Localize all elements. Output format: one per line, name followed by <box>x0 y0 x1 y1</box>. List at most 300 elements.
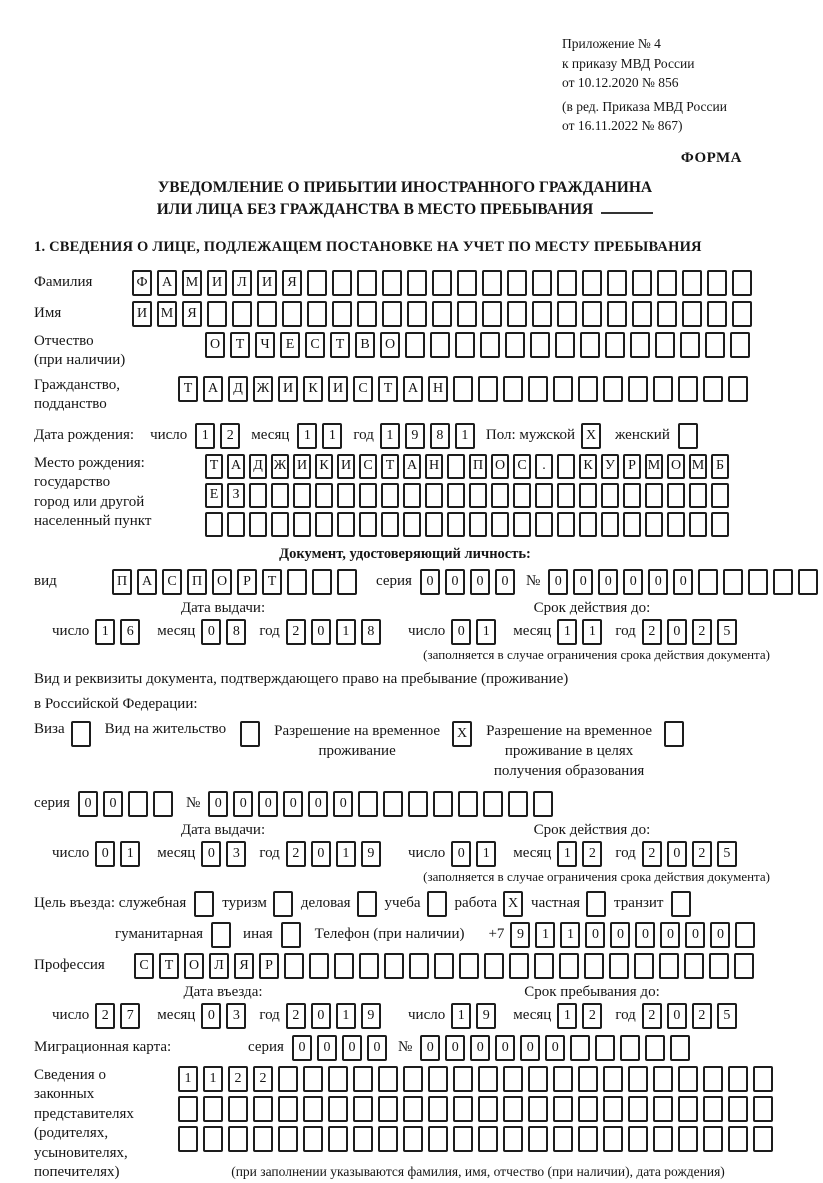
form-cell[interactable]: 9 <box>510 922 530 948</box>
form-cell[interactable] <box>430 332 450 358</box>
form-cell[interactable] <box>607 301 627 327</box>
form-cell[interactable] <box>667 483 685 508</box>
form-cell[interactable]: П <box>469 454 487 479</box>
form-cell[interactable]: 1 <box>476 841 496 867</box>
purpose-business-checkbox[interactable] <box>357 891 377 917</box>
form-cell[interactable] <box>203 1096 223 1122</box>
form-cell[interactable]: Л <box>209 953 229 979</box>
form-cell[interactable] <box>307 270 327 296</box>
form-cell[interactable]: Д <box>228 376 248 402</box>
form-cell[interactable]: 2 <box>642 619 662 645</box>
form-cell[interactable] <box>207 301 227 327</box>
form-cell[interactable]: М <box>157 301 177 327</box>
form-cell[interactable]: 2 <box>582 841 602 867</box>
purpose-other-checkbox[interactable] <box>281 922 301 948</box>
form-cell[interactable] <box>535 483 553 508</box>
rvp-edu-checkbox[interactable] <box>664 721 684 747</box>
form-cell[interactable]: 0 <box>573 569 593 595</box>
form-cell[interactable] <box>358 791 378 817</box>
form-cell[interactable]: Р <box>623 454 641 479</box>
form-cell[interactable]: Т <box>205 454 223 479</box>
form-cell[interactable]: 0 <box>520 1035 540 1061</box>
form-cell[interactable]: 2 <box>95 1003 115 1029</box>
form-cell[interactable]: 0 <box>635 922 655 948</box>
form-cell[interactable] <box>434 953 454 979</box>
form-cell[interactable] <box>428 1066 448 1092</box>
form-cell[interactable] <box>557 301 577 327</box>
form-cell[interactable] <box>403 1066 423 1092</box>
form-cell[interactable] <box>579 512 597 537</box>
form-cell[interactable]: 5 <box>717 619 737 645</box>
form-cell[interactable] <box>630 332 650 358</box>
form-cell[interactable] <box>734 953 754 979</box>
purpose-transit-checkbox[interactable] <box>671 891 691 917</box>
form-cell[interactable] <box>282 301 302 327</box>
form-cell[interactable] <box>507 270 527 296</box>
form-cell[interactable]: 3 <box>226 841 246 867</box>
form-cell[interactable] <box>667 512 685 537</box>
visa-checkbox[interactable] <box>71 721 91 747</box>
form-cell[interactable] <box>645 483 663 508</box>
form-cell[interactable] <box>582 270 602 296</box>
form-cell[interactable] <box>503 376 523 402</box>
form-cell[interactable] <box>723 569 743 595</box>
form-cell[interactable]: 1 <box>557 619 577 645</box>
form-cell[interactable]: 1 <box>582 619 602 645</box>
form-cell[interactable] <box>657 301 677 327</box>
form-cell[interactable] <box>483 791 503 817</box>
purpose-work-checkbox[interactable]: X <box>503 891 523 917</box>
form-cell[interactable]: 1 <box>557 1003 577 1029</box>
form-cell[interactable] <box>659 953 679 979</box>
form-cell[interactable]: И <box>278 376 298 402</box>
form-cell[interactable] <box>628 376 648 402</box>
form-cell[interactable]: 0 <box>610 922 630 948</box>
form-cell[interactable] <box>728 1066 748 1092</box>
form-cell[interactable] <box>433 791 453 817</box>
form-cell[interactable] <box>332 270 352 296</box>
form-cell[interactable] <box>505 332 525 358</box>
form-cell[interactable]: 0 <box>95 841 115 867</box>
form-cell[interactable]: 2 <box>220 423 240 449</box>
form-cell[interactable] <box>253 1126 273 1152</box>
form-cell[interactable]: Я <box>182 301 202 327</box>
form-cell[interactable]: Т <box>262 569 282 595</box>
form-cell[interactable] <box>603 1066 623 1092</box>
form-cell[interactable]: 0 <box>470 569 490 595</box>
form-cell[interactable]: 0 <box>311 1003 331 1029</box>
form-cell[interactable] <box>557 483 575 508</box>
form-cell[interactable]: Н <box>425 454 443 479</box>
form-cell[interactable] <box>383 791 403 817</box>
form-cell[interactable] <box>553 1126 573 1152</box>
form-cell[interactable] <box>703 1066 723 1092</box>
form-cell[interactable] <box>425 483 443 508</box>
form-cell[interactable]: 0 <box>667 619 687 645</box>
form-cell[interactable]: 0 <box>208 791 228 817</box>
rvp-checkbox[interactable]: X <box>452 721 472 747</box>
form-cell[interactable]: 8 <box>430 423 450 449</box>
form-cell[interactable] <box>257 301 277 327</box>
form-cell[interactable] <box>403 512 421 537</box>
form-cell[interactable] <box>709 953 729 979</box>
form-cell[interactable] <box>508 791 528 817</box>
form-cell[interactable]: Ф <box>132 270 152 296</box>
form-cell[interactable]: 5 <box>717 1003 737 1029</box>
form-cell[interactable]: Т <box>378 376 398 402</box>
form-cell[interactable] <box>653 1096 673 1122</box>
form-cell[interactable] <box>509 953 529 979</box>
form-cell[interactable]: 0 <box>420 1035 440 1061</box>
form-cell[interactable] <box>553 1066 573 1092</box>
form-cell[interactable] <box>689 483 707 508</box>
form-cell[interactable]: 2 <box>642 1003 662 1029</box>
form-cell[interactable]: С <box>513 454 531 479</box>
form-cell[interactable]: 6 <box>120 619 140 645</box>
form-cell[interactable]: 0 <box>308 791 328 817</box>
form-cell[interactable] <box>457 301 477 327</box>
female-checkbox[interactable] <box>678 423 698 449</box>
form-cell[interactable] <box>178 1096 198 1122</box>
form-cell[interactable]: Н <box>428 376 448 402</box>
form-cell[interactable] <box>303 1066 323 1092</box>
form-cell[interactable] <box>315 512 333 537</box>
form-cell[interactable]: А <box>403 376 423 402</box>
form-cell[interactable]: К <box>579 454 597 479</box>
form-cell[interactable]: 0 <box>623 569 643 595</box>
form-cell[interactable] <box>312 569 332 595</box>
form-cell[interactable] <box>382 270 402 296</box>
form-cell[interactable] <box>680 332 700 358</box>
form-cell[interactable]: 1 <box>178 1066 198 1092</box>
form-cell[interactable]: 0 <box>283 791 303 817</box>
form-cell[interactable] <box>628 1126 648 1152</box>
purpose-humanitarian-checkbox[interactable] <box>211 922 231 948</box>
form-cell[interactable] <box>557 512 575 537</box>
form-cell[interactable]: Е <box>205 483 223 508</box>
form-cell[interactable] <box>353 1066 373 1092</box>
form-cell[interactable] <box>584 953 604 979</box>
form-cell[interactable] <box>353 1126 373 1152</box>
form-cell[interactable] <box>453 1066 473 1092</box>
form-cell[interactable]: Т <box>330 332 350 358</box>
form-cell[interactable] <box>382 301 402 327</box>
form-cell[interactable] <box>609 953 629 979</box>
form-cell[interactable] <box>432 301 452 327</box>
form-cell[interactable] <box>478 1126 498 1152</box>
form-cell[interactable] <box>284 953 304 979</box>
form-cell[interactable] <box>634 953 654 979</box>
form-cell[interactable]: Т <box>178 376 198 402</box>
form-cell[interactable]: 2 <box>642 841 662 867</box>
form-cell[interactable]: 0 <box>420 569 440 595</box>
form-cell[interactable] <box>328 1126 348 1152</box>
form-cell[interactable] <box>705 332 725 358</box>
form-cell[interactable]: 9 <box>405 423 425 449</box>
form-cell[interactable] <box>711 483 729 508</box>
form-cell[interactable] <box>447 483 465 508</box>
form-cell[interactable] <box>728 376 748 402</box>
form-cell[interactable] <box>178 1126 198 1152</box>
form-cell[interactable] <box>478 376 498 402</box>
form-cell[interactable]: 1 <box>203 1066 223 1092</box>
form-cell[interactable] <box>557 454 575 479</box>
form-cell[interactable]: Я <box>234 953 254 979</box>
form-cell[interactable] <box>453 1096 473 1122</box>
form-cell[interactable]: 1 <box>451 1003 471 1029</box>
form-cell[interactable]: Е <box>280 332 300 358</box>
form-cell[interactable] <box>628 1096 648 1122</box>
form-cell[interactable] <box>578 1126 598 1152</box>
form-cell[interactable]: 0 <box>673 569 693 595</box>
form-cell[interactable]: С <box>305 332 325 358</box>
form-cell[interactable] <box>403 1126 423 1152</box>
form-cell[interactable] <box>623 512 641 537</box>
form-cell[interactable] <box>653 1126 673 1152</box>
form-cell[interactable]: Л <box>232 270 252 296</box>
form-cell[interactable] <box>249 483 267 508</box>
form-cell[interactable] <box>553 1096 573 1122</box>
form-cell[interactable] <box>228 1126 248 1152</box>
form-cell[interactable] <box>303 1126 323 1152</box>
purpose-tourism-checkbox[interactable] <box>273 891 293 917</box>
form-cell[interactable] <box>227 512 245 537</box>
form-cell[interactable]: Т <box>230 332 250 358</box>
form-cell[interactable]: 5 <box>717 841 737 867</box>
form-cell[interactable] <box>703 1126 723 1152</box>
form-cell[interactable]: С <box>134 953 154 979</box>
form-cell[interactable]: 0 <box>470 1035 490 1061</box>
form-cell[interactable] <box>603 1096 623 1122</box>
form-cell[interactable] <box>359 512 377 537</box>
form-cell[interactable] <box>482 270 502 296</box>
form-cell[interactable] <box>528 376 548 402</box>
form-cell[interactable] <box>595 1035 615 1061</box>
form-cell[interactable]: 2 <box>253 1066 273 1092</box>
form-cell[interactable]: Ж <box>271 454 289 479</box>
form-cell[interactable] <box>682 270 702 296</box>
form-cell[interactable] <box>684 953 704 979</box>
form-cell[interactable] <box>478 1066 498 1092</box>
form-cell[interactable]: 9 <box>476 1003 496 1029</box>
form-cell[interactable] <box>381 483 399 508</box>
form-cell[interactable] <box>378 1096 398 1122</box>
form-cell[interactable] <box>425 512 443 537</box>
form-cell[interactable]: 0 <box>201 841 221 867</box>
form-cell[interactable]: 0 <box>445 1035 465 1061</box>
form-cell[interactable] <box>328 1066 348 1092</box>
form-cell[interactable]: 0 <box>598 569 618 595</box>
form-cell[interactable]: И <box>328 376 348 402</box>
form-cell[interactable]: 7 <box>120 1003 140 1029</box>
form-cell[interactable]: А <box>403 454 421 479</box>
form-cell[interactable]: 0 <box>333 791 353 817</box>
form-cell[interactable] <box>707 301 727 327</box>
form-cell[interactable]: 0 <box>545 1035 565 1061</box>
form-cell[interactable]: 0 <box>311 841 331 867</box>
form-cell[interactable] <box>249 512 267 537</box>
form-cell[interactable] <box>798 569 818 595</box>
form-cell[interactable] <box>491 512 509 537</box>
form-cell[interactable]: 1 <box>120 841 140 867</box>
form-cell[interactable]: О <box>491 454 509 479</box>
form-cell[interactable] <box>603 1126 623 1152</box>
form-cell[interactable]: 0 <box>495 1035 515 1061</box>
form-cell[interactable] <box>513 512 531 537</box>
form-cell[interactable]: 0 <box>311 619 331 645</box>
form-cell[interactable] <box>271 512 289 537</box>
form-cell[interactable] <box>409 953 429 979</box>
form-cell[interactable]: М <box>645 454 663 479</box>
form-cell[interactable] <box>484 953 504 979</box>
form-cell[interactable] <box>603 376 623 402</box>
form-cell[interactable]: 1 <box>336 619 356 645</box>
form-cell[interactable]: 0 <box>585 922 605 948</box>
form-cell[interactable] <box>528 1096 548 1122</box>
form-cell[interactable]: 2 <box>228 1066 248 1092</box>
form-cell[interactable]: С <box>359 454 377 479</box>
form-cell[interactable] <box>732 301 752 327</box>
form-cell[interactable]: О <box>184 953 204 979</box>
form-cell[interactable]: У <box>601 454 619 479</box>
form-cell[interactable] <box>309 953 329 979</box>
form-cell[interactable] <box>153 791 173 817</box>
form-cell[interactable]: И <box>257 270 277 296</box>
form-cell[interactable]: 0 <box>495 569 515 595</box>
form-cell[interactable]: 1 <box>336 841 356 867</box>
residence-permit-checkbox[interactable] <box>240 721 260 747</box>
form-cell[interactable]: 0 <box>367 1035 387 1061</box>
form-cell[interactable]: 0 <box>292 1035 312 1061</box>
form-cell[interactable] <box>753 1066 773 1092</box>
form-cell[interactable]: 0 <box>258 791 278 817</box>
form-cell[interactable] <box>728 1096 748 1122</box>
form-cell[interactable]: К <box>303 376 323 402</box>
form-cell[interactable] <box>453 376 473 402</box>
form-cell[interactable] <box>580 332 600 358</box>
form-cell[interactable] <box>632 301 652 327</box>
form-cell[interactable]: 0 <box>451 841 471 867</box>
form-cell[interactable] <box>381 512 399 537</box>
form-cell[interactable] <box>328 1096 348 1122</box>
form-cell[interactable] <box>534 953 554 979</box>
form-cell[interactable] <box>730 332 750 358</box>
form-cell[interactable] <box>570 1035 590 1061</box>
form-cell[interactable]: 0 <box>317 1035 337 1061</box>
form-cell[interactable] <box>503 1096 523 1122</box>
form-cell[interactable] <box>703 376 723 402</box>
form-cell[interactable] <box>405 332 425 358</box>
form-cell[interactable]: 0 <box>201 1003 221 1029</box>
form-cell[interactable]: Я <box>282 270 302 296</box>
form-cell[interactable] <box>432 270 452 296</box>
form-cell[interactable] <box>357 301 377 327</box>
form-cell[interactable] <box>503 1066 523 1092</box>
form-cell[interactable] <box>482 301 502 327</box>
form-cell[interactable] <box>469 512 487 537</box>
form-cell[interactable]: 1 <box>297 423 317 449</box>
form-cell[interactable] <box>359 483 377 508</box>
form-cell[interactable]: 1 <box>336 1003 356 1029</box>
form-cell[interactable]: 0 <box>78 791 98 817</box>
form-cell[interactable] <box>428 1096 448 1122</box>
form-cell[interactable]: М <box>182 270 202 296</box>
form-cell[interactable] <box>337 483 355 508</box>
form-cell[interactable]: Р <box>259 953 279 979</box>
form-cell[interactable] <box>533 791 553 817</box>
form-cell[interactable] <box>303 1096 323 1122</box>
form-cell[interactable] <box>458 791 478 817</box>
form-cell[interactable] <box>469 483 487 508</box>
form-cell[interactable]: 0 <box>201 619 221 645</box>
form-cell[interactable]: 0 <box>660 922 680 948</box>
form-cell[interactable]: Ж <box>253 376 273 402</box>
form-cell[interactable]: 1 <box>535 922 555 948</box>
form-cell[interactable] <box>455 332 475 358</box>
form-cell[interactable] <box>632 270 652 296</box>
form-cell[interactable]: 1 <box>455 423 475 449</box>
form-cell[interactable]: Т <box>381 454 399 479</box>
form-cell[interactable] <box>407 270 427 296</box>
form-cell[interactable]: А <box>137 569 157 595</box>
form-cell[interactable] <box>655 332 675 358</box>
form-cell[interactable] <box>480 332 500 358</box>
form-cell[interactable]: 8 <box>226 619 246 645</box>
form-cell[interactable] <box>605 332 625 358</box>
form-cell[interactable]: 2 <box>692 1003 712 1029</box>
form-cell[interactable] <box>293 512 311 537</box>
form-cell[interactable]: 0 <box>548 569 568 595</box>
form-cell[interactable]: О <box>667 454 685 479</box>
form-cell[interactable]: 0 <box>451 619 471 645</box>
form-cell[interactable] <box>253 1096 273 1122</box>
form-cell[interactable] <box>530 332 550 358</box>
form-cell[interactable] <box>491 483 509 508</box>
form-cell[interactable]: 1 <box>557 841 577 867</box>
form-cell[interactable]: 0 <box>667 1003 687 1029</box>
form-cell[interactable] <box>459 953 479 979</box>
form-cell[interactable]: 0 <box>710 922 730 948</box>
form-cell[interactable]: 2 <box>286 841 306 867</box>
form-cell[interactable] <box>653 1066 673 1092</box>
form-cell[interactable] <box>682 301 702 327</box>
form-cell[interactable] <box>703 1096 723 1122</box>
form-cell[interactable]: П <box>187 569 207 595</box>
form-cell[interactable]: З <box>227 483 245 508</box>
form-cell[interactable] <box>698 569 718 595</box>
form-cell[interactable]: . <box>535 454 553 479</box>
form-cell[interactable]: 0 <box>667 841 687 867</box>
form-cell[interactable] <box>559 953 579 979</box>
form-cell[interactable] <box>579 483 597 508</box>
form-cell[interactable]: 0 <box>445 569 465 595</box>
form-cell[interactable] <box>278 1096 298 1122</box>
male-checkbox[interactable]: X <box>581 423 601 449</box>
form-cell[interactable]: О <box>205 332 225 358</box>
form-cell[interactable] <box>278 1066 298 1092</box>
form-cell[interactable] <box>689 512 707 537</box>
form-cell[interactable]: М <box>689 454 707 479</box>
form-cell[interactable]: И <box>132 301 152 327</box>
form-cell[interactable] <box>353 1096 373 1122</box>
form-cell[interactable]: П <box>112 569 132 595</box>
form-cell[interactable]: А <box>157 270 177 296</box>
form-cell[interactable] <box>378 1126 398 1152</box>
form-cell[interactable]: 1 <box>560 922 580 948</box>
form-cell[interactable]: Т <box>159 953 179 979</box>
form-cell[interactable]: 2 <box>286 1003 306 1029</box>
form-cell[interactable] <box>773 569 793 595</box>
